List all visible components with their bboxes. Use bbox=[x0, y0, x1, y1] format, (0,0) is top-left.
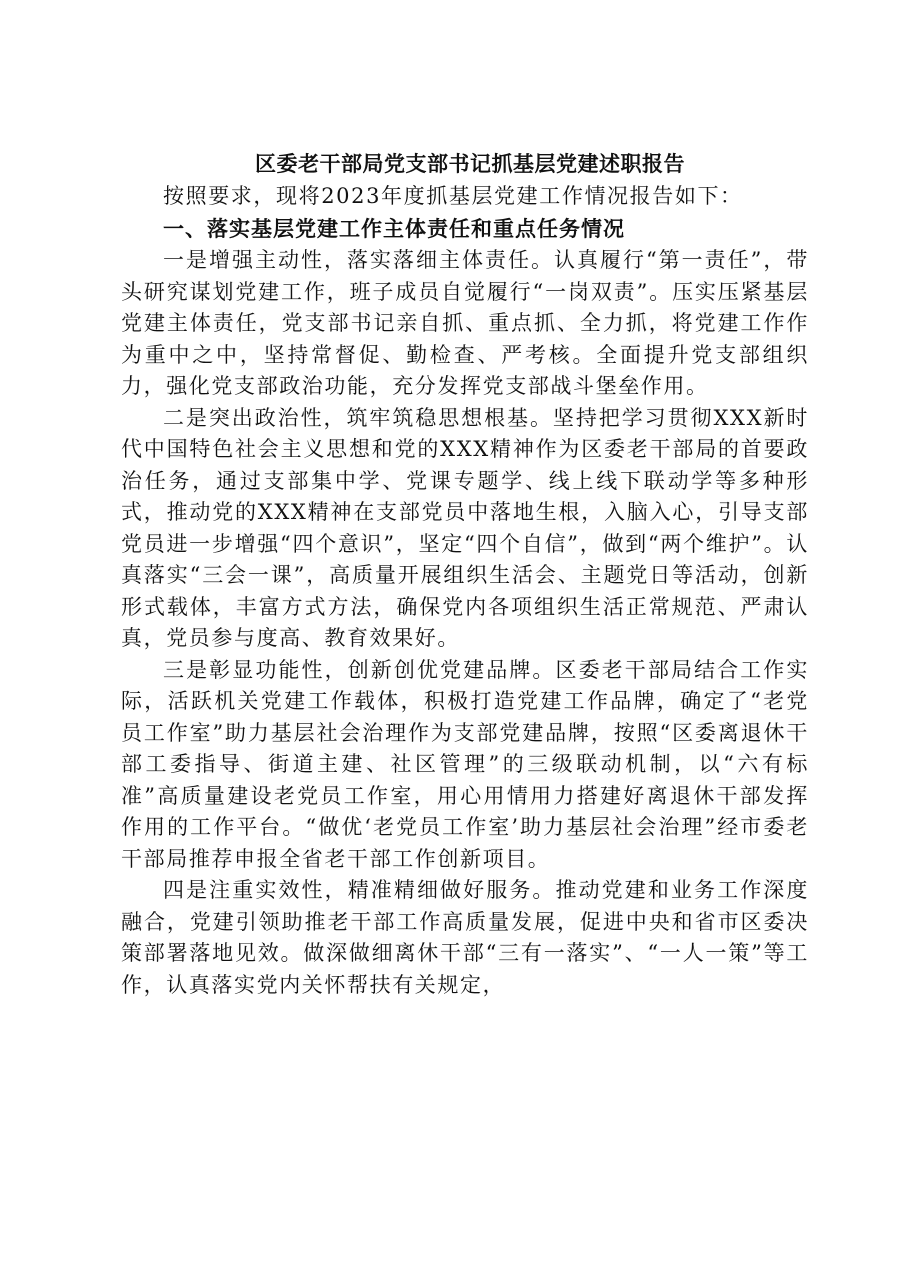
section-heading: 一、落实基层党建工作主体责任和重点任务情况 bbox=[163, 216, 625, 241]
document-title: 区委老干部局党支部书记抓基层党建述职报告 bbox=[255, 151, 685, 176]
intro-paragraph: 按照要求，现将2023年度抓基层党建工作情况报告如下： bbox=[163, 184, 743, 208]
body-paragraph-4: 四是注重实效性，精准精细做好服务。推动党建和业务工作深度融合，党建引领助推老干部工作高质量发展，促进中央和省市区委决策部署落地见效。做深做细离休干部“三有一落实”、“一人一策”等工作，认真落实党内关怀帮扶有关规定， bbox=[121, 878, 809, 997]
body-paragraph-2: 二是突出政治性，筑牢筑稳思想根基。坚持把学习贯彻XXX新时代中国特色社会主义思想和党的XXX精神作为区委老干部局的首要政治任务，通过支部集中学、党课专题学、线上线下联动学等多种形式，推动党的XXX精神在支部党员中落地生根，入脑入心，引导支部党员进一步增强“四个意识”，坚定“四个自信”，做到“两个维护”。认真落实“三会一课”，高质量开展组织生活会、主题党日等活动，创新形式载体，丰富方式方法，确保党内各项组织生活正常规范、严肃认真，党员参与度高、教育效果好。 bbox=[121, 405, 809, 650]
document-body bbox=[121, 147, 809, 1001]
body-paragraph-1: 一是增强主动性，落实落细主体责任。认真履行“第一责任”，带头研究谋划党建工作，班子成员自觉履行“一岗双责”。压实压紧基层党建主体责任，党支部书记亲自抓、重点抓、全力抓，将党建工作作为重中之中，坚持常督促、勤检查、严考核。全面提升党支部组织力，强化党支部政治功能，充分发挥党支部战斗堡垒作用。 bbox=[121, 248, 809, 398]
body-paragraph-3: 三是彰显功能性，创新创优党建品牌。区委老干部局结合工作实际，活跃机关党建工作载体，积极打造党建工作品牌，确定了“老党员工作室”助力基层社会治理作为支部党建品牌，按照“区委离退休干部工委指导、街道主建、社区管理”的三级联动机制，以“六有标准”高质量建设老党员工作室，用心用情用力搭建好离退休干部发挥作用的工作平台。“做优‘老党员工作室’助力基层社会治理”经市委老干部局推荐申报全省老干部工作创新项目。 bbox=[121, 657, 809, 871]
